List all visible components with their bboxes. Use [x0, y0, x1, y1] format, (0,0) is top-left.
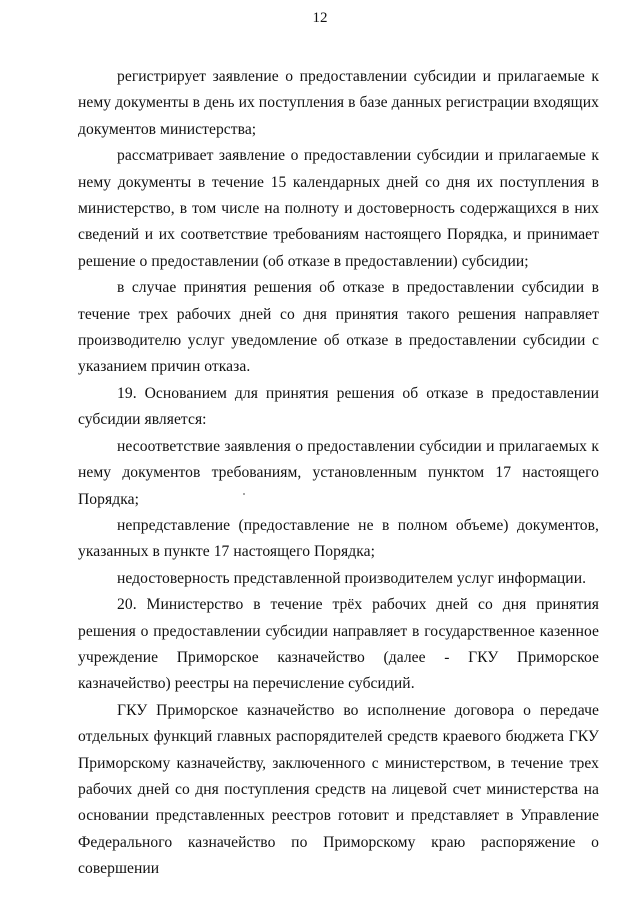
- paragraph-refusal-notice: в случае принятия решения об отказе в предоставлении субсидии в течение трех рабочих дней со дня принятия такого решения направляет производителю услуг уведомление об отказе в предоставлении субсидии с указанием причин отказа.: [78, 279, 599, 376]
- paragraph-nonconformity: несоответствие заявления о предоставлении субсидии и прилагаемых к нему документов требованиям, установленным пунктом 17 настоящего Порядка;: [78, 437, 599, 508]
- paragraph-item-19: 19. Основанием для принятия решения об отказе в предоставлении субсидии является:: [78, 384, 599, 429]
- scan-speck: [243, 493, 245, 495]
- paragraph-review-application: рассматривает заявление о предоставлении субсидии и прилагаемые к нему документы в течение 15 календарных дней со дня их поступления в министерство, в том числе на полноту и достоверность содержащихся в них сведений и их соответствие требованиям настоящего Порядка, и принимает решение о предоставлении (об отказе в предоставлении) субсидии;: [78, 147, 599, 270]
- paragraph-register-application: регистрирует заявление о предоставлении субсидии и прилагаемые к нему документы в день их поступления в базе данных регистрации входящих документов министерства;: [78, 68, 599, 138]
- page-number: 12: [312, 10, 328, 26]
- paragraph-item-20: 20. Министерство в течение трёх рабочих дней со дня принятия решения о предоставлении субсидии направляет в государственное казенное учреждение Приморское казначейство (далее - ГКУ Приморское казначейство) реестры на перечисление субсидий.: [78, 596, 599, 693]
- paragraph-unreliability: недостоверность представленной производителем услуг информации.: [117, 569, 587, 587]
- paragraph-treasury: ГКУ Приморское казначейство во исполнение договора о передаче отдельных функций главных распорядителей средств краевого бюджета ГКУ Приморскому казначейству, заключенного с министерством, в течение трех рабочих дней со дня поступления средств на лицевой счет министерства на основании представленных реестров готовит и представляет в Управление Федерального казначейство по Приморскому краю распоряжение о совершении: [78, 701, 599, 878]
- document-body: [78, 64, 599, 883]
- paragraph-nonsubmission: непредставление (предоставление не в полном объеме) документов, указанных в пункте 17 настоящего Порядка;: [78, 516, 599, 561]
